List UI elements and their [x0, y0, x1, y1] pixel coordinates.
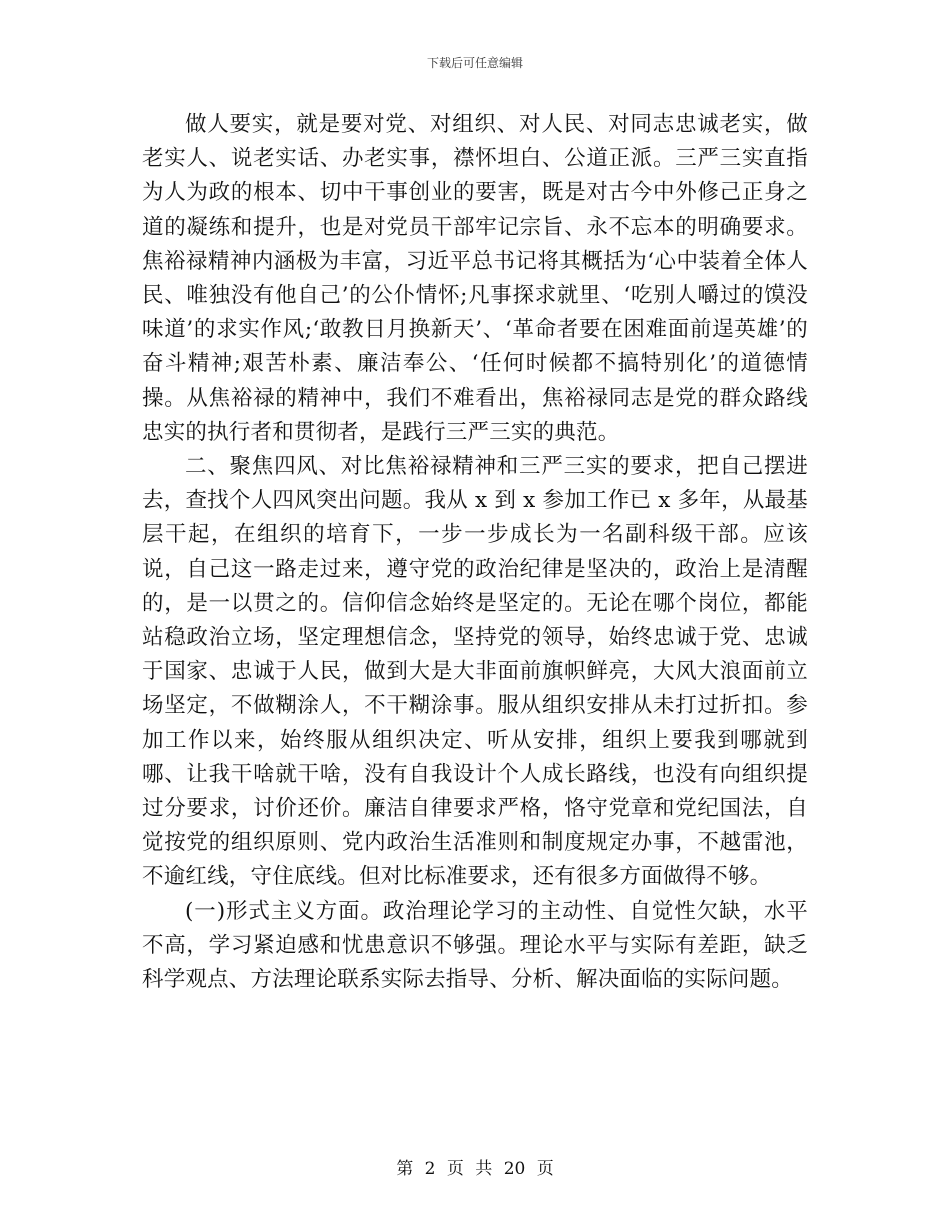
- document-body: [142, 108, 808, 997]
- paragraph-2: 二、聚焦四风、对比焦裕禄精神和三严三实的要求，把自己摆进去，查找个人四风突出问题。我从 x 到 x 参加工作已 x 多年，从最基层干起，在组织的培育下，一步一步成长为一名副科级干部。应该说，自己这一路走过来，遵守党的政治纪律是坚决的，政治上是清醒的，是一以贯之的。信仰信念始终是坚定的。无论在哪个岗位，都能站稳政治立场，坚定理想信念，坚持党的领导，始终忠诚于党、忠诚于国家、忠诚于人民，做到大是大非面前旗帜鲜亮，大风大浪面前立场坚定，不做糊涂人，不干糊涂事。服从组织安排从未打过折扣。参加工作以来，始终服从组织决定、听从安排，组织上要我到哪就到哪、让我干啥就干啥，没有自我设计个人成长路线，也没有向组织提过分要求，讨价还价。廉洁自律要求严格，恪守党章和党纪国法，自觉按党的组织原则、党内政治生活准则和制度规定办事，不越雷池，不逾红线，守住底线。但对比标准要求，还有很多方面做得不够。: [142, 454, 808, 890]
- page-number: 第 2 页 共 20 页: [396, 1159, 554, 1179]
- paragraph-3: (一)形式主义方面。政治理论学习的主动性、自觉性欠缺，水平不高，学习紧迫感和忧患意识不够强。理论水平与实际有差距，缺乏科学观点、方法理论联系实际去指导、分析、解决面临的实际问题。: [142, 898, 808, 993]
- paragraph-1: 做人要实，就是要对党、对组织、对人民、对同志忠诚老实，做老实人、说老实话、办老实事，襟怀坦白、公道正派。三严三实直指为人为政的根本、切中干事创业的要害，既是对古今中外修己正身之道的凝练和提升，也是对党员干部牢记宗旨、永不忘本的明确要求。焦裕禄精神内涵极为丰富，习近平总书记将其概括为‘心中装着全体人民、唯独没有他自己’的公仆情怀;凡事探求就里、‘吃别人嚼过的馍没味道’的求实作风;‘敢教日月换新天’、‘革命者要在困难面前逞英雄’的奋斗精神;艰苦朴素、廉洁奉公、‘任何时候都不搞特别化’的道德情操。从焦裕禄的精神中，我们不难看出，焦裕禄同志是党的群众路线忠实的执行者和贯彻者，是践行三严三实的典范。: [142, 112, 808, 445]
- page-header: 下载后可任意编辑: [426, 56, 523, 70]
